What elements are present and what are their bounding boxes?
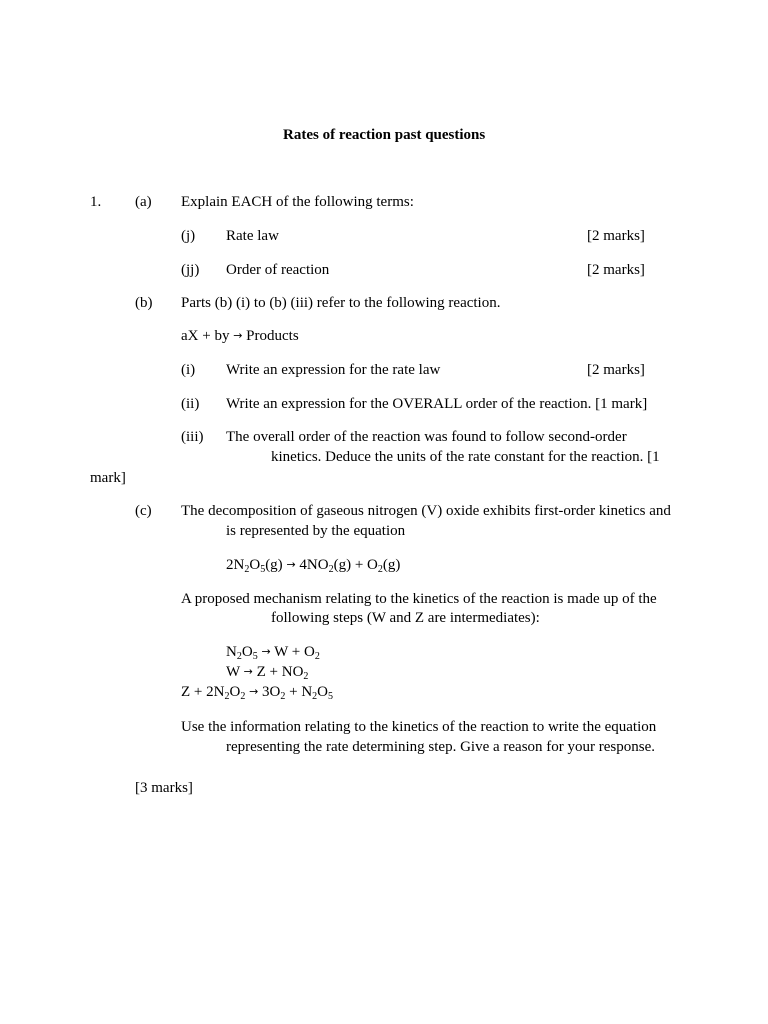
eq-text: O xyxy=(241,644,253,660)
part-b-i-label: (i) xyxy=(181,362,196,378)
part-a-j-text: Rate law xyxy=(226,228,279,244)
eq-text: + N xyxy=(285,684,313,700)
part-a-jj-marks: [2 marks] xyxy=(587,262,645,278)
part-a-stem: Explain EACH of the following terms: xyxy=(181,194,414,210)
eq-text: O xyxy=(249,557,261,573)
eq-text: O xyxy=(229,684,241,700)
part-b-iii-label: (iii) xyxy=(181,429,204,445)
part-b-label: (b) xyxy=(135,295,153,311)
arrow-icon: → xyxy=(286,558,296,571)
reaction-lhs: aX + by xyxy=(181,328,230,344)
part-c-line2: is represented by the equation xyxy=(226,523,406,539)
decomposition-equation xyxy=(226,556,400,575)
arrow-icon: → xyxy=(233,329,243,342)
eq-text: W xyxy=(226,664,244,680)
eq-subscript: 2 xyxy=(244,564,250,575)
arrow-icon: → xyxy=(261,645,271,658)
part-a-jj-text: Order of reaction xyxy=(226,262,330,278)
reaction-equation xyxy=(181,327,299,346)
page-title: Rates of reaction past questions xyxy=(283,127,486,143)
part-b-i-text: Write an expression for the rate law xyxy=(226,362,441,378)
eq-text: W + O xyxy=(270,644,315,660)
reaction-rhs: Products xyxy=(246,328,299,344)
part-a-jj-label: (jj) xyxy=(181,262,200,278)
part-b-ii-text: Write an expression for the OVERALL order of the reaction. [1 mark] xyxy=(226,396,648,412)
eq-text: O xyxy=(317,684,329,700)
eq-text: (g) xyxy=(382,557,401,573)
eq-subscript: 2 xyxy=(236,651,242,662)
eq-subscript: 5 xyxy=(328,691,334,702)
part-b-iii-line3: mark] xyxy=(90,470,126,486)
eq-text: Z + 2N xyxy=(181,684,225,700)
part-c-line1: The decomposition of gaseous nitrogen (V) oxide exhibits first-order kinetics and xyxy=(181,503,671,519)
part-b-iii-line2: kinetics. Deduce the units of the rate constant for the reaction. [1 xyxy=(271,449,660,465)
eq-subscript: 2 xyxy=(328,564,334,575)
mechanism-step-1 xyxy=(226,643,320,662)
eq-text: Z + NO xyxy=(252,664,304,680)
part-a-j-label: (j) xyxy=(181,228,196,244)
eq-text: (g) + O xyxy=(333,557,378,573)
eq-text: 4NO xyxy=(295,557,329,573)
eq-subscript: 2 xyxy=(303,671,309,682)
eq-text: 2N xyxy=(226,557,245,573)
mechanism-step-2 xyxy=(226,663,308,682)
eq-text: 3O xyxy=(258,684,281,700)
eq-subscript: 2 xyxy=(314,651,320,662)
arrow-icon: → xyxy=(249,685,259,698)
part-c-marks: [3 marks] xyxy=(135,780,193,796)
part-a-j-marks: [2 marks] xyxy=(587,228,645,244)
part-b-i-marks: [2 marks] xyxy=(587,362,645,378)
eq-subscript: 2 xyxy=(224,691,230,702)
use-info-line2: representing the rate determining step. Give a reason for your response. xyxy=(226,739,656,755)
eq-subscript: 2 xyxy=(280,691,286,702)
mechanism-line2: following steps (W and Z are intermediates): xyxy=(271,610,540,626)
part-b-ii-label: (ii) xyxy=(181,396,200,412)
question-number: 1. xyxy=(90,194,102,210)
mechanism-line1: A proposed mechanism relating to the kinetics of the reaction is made up of the xyxy=(181,591,657,607)
part-c-label: (c) xyxy=(135,503,152,519)
eq-text: (g) xyxy=(265,557,287,573)
eq-subscript: 2 xyxy=(240,691,246,702)
part-b-iii-line1: The overall order of the reaction was found to follow second-order xyxy=(226,429,627,445)
mechanism-step-3 xyxy=(181,683,333,702)
part-b-stem: Parts (b) (i) to (b) (iii) refer to the following reaction. xyxy=(181,295,501,311)
eq-subscript: 5 xyxy=(252,651,258,662)
eq-subscript: 2 xyxy=(312,691,318,702)
eq-subscript: 2 xyxy=(377,564,383,575)
use-info-line1: Use the information relating to the kinetics of the reaction to write the equation xyxy=(181,719,657,735)
eq-subscript: 5 xyxy=(260,564,266,575)
eq-text: N xyxy=(226,644,237,660)
part-a-label: (a) xyxy=(135,194,152,210)
arrow-icon: → xyxy=(243,665,253,678)
